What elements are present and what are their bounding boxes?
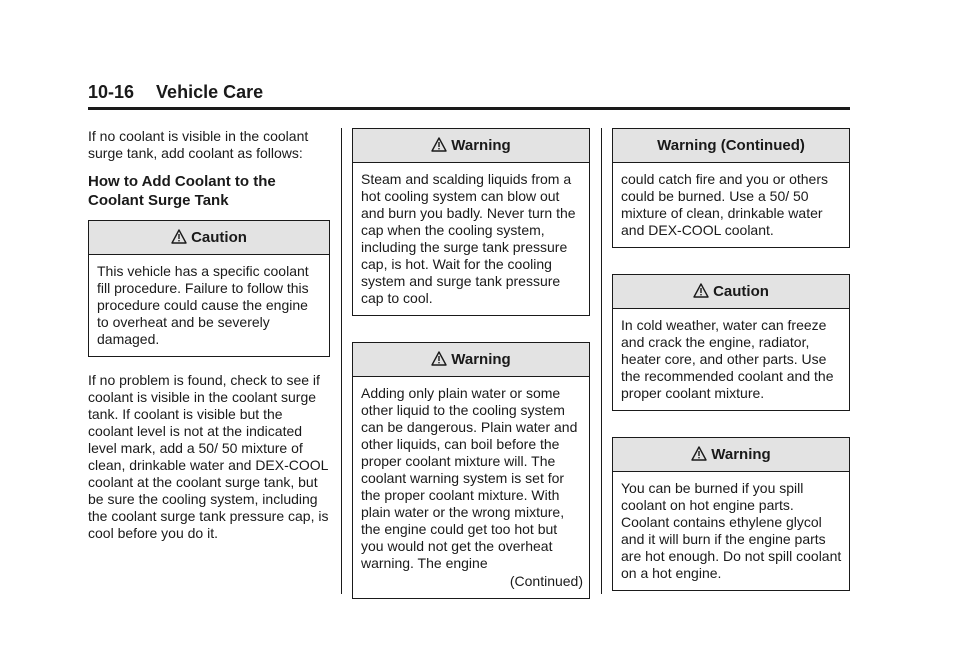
warning-continued-box bbox=[612, 128, 850, 248]
body-paragraph: If no problem is found, check to see if coolant is visible in the coolant surge tank. If coolant is visible but the coolant level is not at the indicated level mark, add a 50/ 50 mixture of clean, drinkable water and DEX-COOL coolant at the coolant surge tank, but be sure the cooling system, including the coolant surge tank pressure cap, is cool before you do it. bbox=[88, 372, 329, 541]
warning-title-bar bbox=[613, 438, 849, 472]
warning-continued-body: could catch fire and you or others could be burned. Use a 50/ 50 mixture of clean, drinkable water and DEX-COOL coolant. bbox=[621, 171, 829, 238]
caution-title-bar bbox=[613, 275, 849, 309]
warning-triangle-icon bbox=[431, 131, 447, 164]
subheading: How to Add Coolant to the Coolant Surge Tank bbox=[88, 173, 276, 209]
warning-text: Adding only plain water or some other liquid to the cooling system can be dangerous. Plain water and other liquids, can boil before the proper coolant mixture will. The coolant warning system is set for the proper coolant mixture. With plain water or the wrong mixture, the engine could get too hot but you would not get the overheat warning. The engine bbox=[361, 385, 578, 571]
column-3 bbox=[612, 128, 850, 591]
caution-body: This vehicle has a specific coolant fill procedure. Failure to follow this procedure could cause the engine to overheat and be severely damaged. bbox=[97, 263, 309, 347]
warning-title: Warning bbox=[451, 351, 511, 368]
warning-title: Warning bbox=[711, 446, 771, 463]
page-header bbox=[88, 82, 850, 110]
warning-title-bar bbox=[353, 343, 589, 377]
caution-box bbox=[612, 274, 850, 411]
caution-title: Caution bbox=[713, 283, 769, 300]
caution-title-bar bbox=[89, 221, 329, 255]
warning-box bbox=[612, 437, 850, 591]
warning-title: Warning bbox=[451, 137, 511, 154]
caution-title: Caution bbox=[191, 229, 247, 246]
warning-continued-title-bar: Warning (Continued) bbox=[613, 129, 849, 163]
warning-triangle-icon bbox=[691, 440, 707, 473]
column-2 bbox=[352, 128, 590, 599]
warning-box bbox=[352, 342, 590, 599]
column-divider bbox=[601, 128, 602, 594]
caution-body: In cold weather, water can freeze and crack the engine, radiator, heater core, and other parts. Use the recommended coolant and the proper coolant mixture. bbox=[621, 317, 834, 401]
intro-paragraph: If no coolant is visible in the coolant surge tank, add coolant as follows: bbox=[88, 128, 309, 161]
warning-body bbox=[353, 377, 589, 598]
warning-box bbox=[352, 128, 590, 316]
warning-body: You can be burned if you spill coolant on hot engine parts. Coolant contains ethylene glycol and it will burn if the engine parts are hot enough. Do not spill coolant on a hot engine. bbox=[621, 480, 842, 581]
warning-triangle-icon bbox=[431, 345, 447, 378]
warning-title-bar bbox=[353, 129, 589, 163]
column-divider bbox=[341, 128, 342, 594]
warning-triangle-icon bbox=[171, 223, 187, 256]
caution-box bbox=[88, 220, 330, 357]
section-title: Vehicle Care bbox=[156, 82, 264, 102]
warning-triangle-icon bbox=[693, 277, 709, 310]
warning-body: Steam and scalding liquids from a hot cooling system can blow out and burn you badly. Never turn the cap when the cooling system, including the surge tank pressure cap, is hot. Wait for the cooling system and surge tank pressure cap to cool. bbox=[361, 171, 576, 306]
continued-label: (Continued) bbox=[509, 573, 583, 589]
column-1 bbox=[88, 128, 330, 542]
page-number: 10-16 bbox=[88, 82, 135, 102]
